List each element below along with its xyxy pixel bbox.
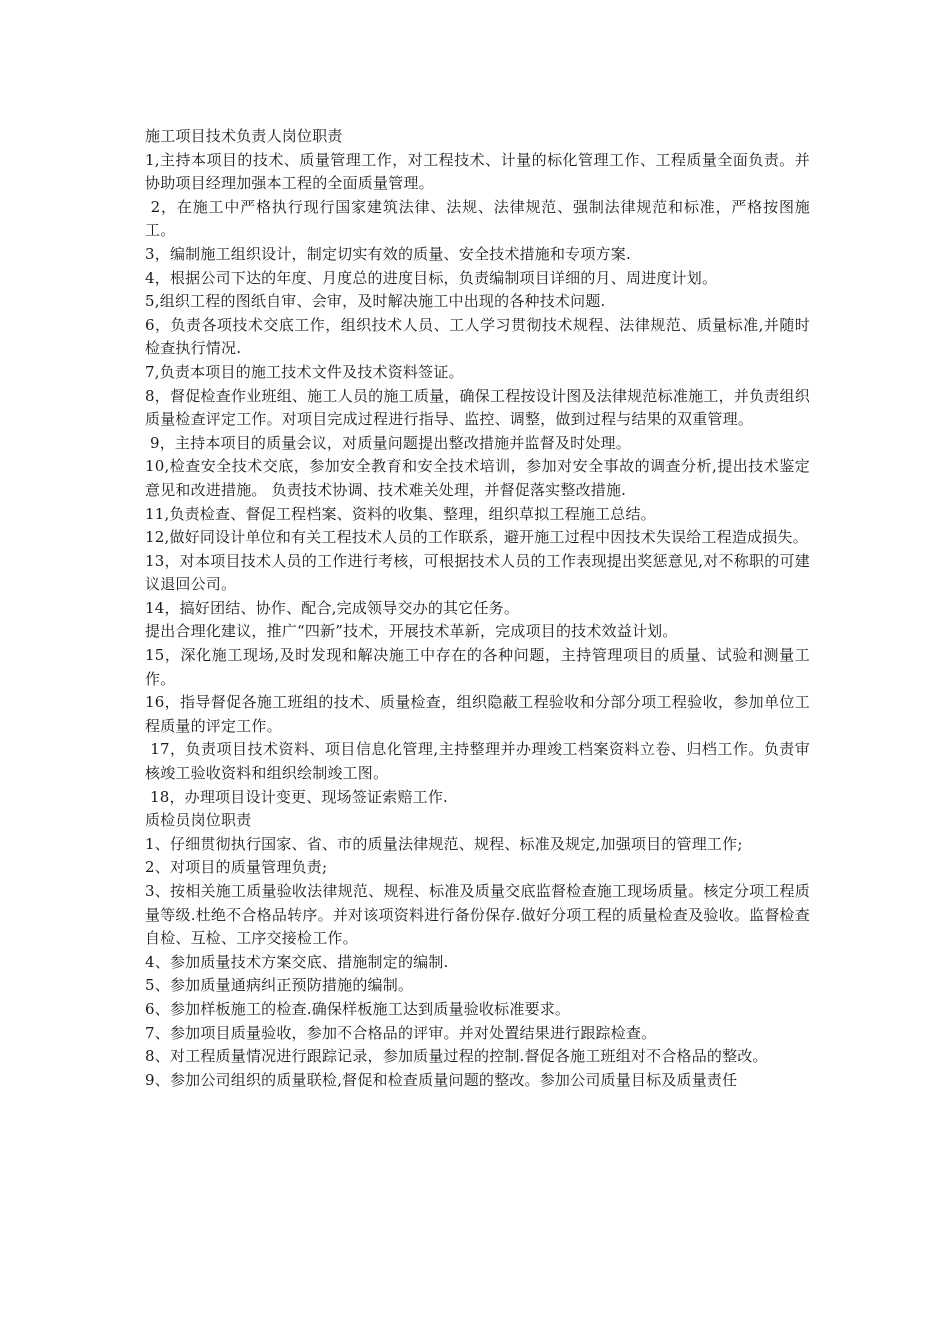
- qc-duty-item-6: 6、参加样板施工的检查.确保样板施工达到质量验收标准要求。: [145, 999, 571, 1018]
- duty-item-8: 8，督促检查作业班组、施工人员的施工质量，确保工程按设计图及法律规范标准施工，并负责组织质量检查评定工作。对项目完成过程进行指导、监控、调整，做到过程与结果的双重管理。: [145, 386, 810, 429]
- duty-item-11: 11,负责检查、督促工程档案、资料的收集、整理，组织草拟工程施工总结。: [145, 504, 656, 523]
- duty-item-3: 3，编制施工组织设计，制定切实有效的质量、安全技术措施和专项方案.: [145, 244, 631, 263]
- qc-duty-item-9: 9、参加公司组织的质量联检,督促和检查质量问题的整改。参加公司质量目标及质量责任: [145, 1070, 738, 1089]
- duty-item-13: 13，对本项目技术人员的工作进行考核，可根据技术人员的工作表现提出奖惩意见,对不称职的可建议退回公司。: [145, 551, 810, 594]
- duty-item-innovation: 提出合理化建议，推广“四新”技术，开展技术革新，完成项目的技术效益计划。: [145, 622, 678, 641]
- duty-item-7: 7,负责本项目的施工技术文件及技术资料签证。: [145, 362, 464, 381]
- duty-item-2: 2，在施工中严格执行现行国家建筑法律、法规、法律规范、强制法律规范和标准，严格按图施工。: [145, 197, 811, 240]
- qc-duty-item-7: 7、参加项目质量验收，参加不合格品的评审。并对处置结果进行跟踪检查。: [145, 1023, 657, 1042]
- duty-item-16: 16，指导督促各施工班组的技术、质量检查，组织隐蔽工程验收和分部分项工程验收，参加单位工程质量的评定工作。: [145, 693, 810, 735]
- duty-item-9: 9，主持本项目的质量会议，对质量问题提出整改措施并监督及时处理。: [145, 433, 631, 452]
- qc-duty-item-4: 4、参加质量技术方案交底、措施制定的编制.: [145, 952, 449, 971]
- duty-item-17: 17，负责项目技术资料、项目信息化管理,主持整理并办理竣工档案资料立卷、归档工作。负责审核竣工验收资料和组织绘制竣工图。: [145, 740, 810, 783]
- duty-item-14: 14，搞好团结、协作、配合,完成领导交办的其它任务。: [145, 598, 520, 617]
- qc-duty-item-3: 3、按相关施工质量验收法律规范、规程、标准及质量交底监督检查施工现场质量。核定分项工程质量等级.杜绝不合格品转序。并对该项资料进行备份保存.做好分项工程的质量检查及验收。监督检查自检、互检、工序交接检工作。: [145, 882, 810, 948]
- section-title-quality-inspector: 质检员岗位职责: [145, 811, 252, 830]
- duty-item-1: 1,主持本项目的技术、质量管理工作，对工程技术、计量的标化管理工作、工程质量全面负责。并协助项目经理加强本工程的全面质量管理。: [145, 150, 810, 193]
- duty-item-10: 10,检查安全技术交底，参加安全教育和安全技术培训，参加对安全事故的调查分析,提出技术鉴定意见和改进措施。 负责技术协调、技术难关处理，并督促落实整改措施.: [145, 457, 810, 499]
- document-page: [145, 125, 810, 1092]
- duty-item-18: 18，办理项目设计变更、现场签证索赔工作.: [145, 787, 449, 806]
- duty-item-12: 12,做好同设计单位和有关工程技术人员的工作联系，避开施工过程中因技术失误给工程造成损失。: [145, 528, 808, 547]
- qc-duty-item-5: 5、参加质量通病纠正预防措施的编制。: [145, 976, 414, 995]
- qc-duty-item-2: 2、对项目的质量管理负责;: [145, 858, 328, 877]
- duty-item-4: 4，根据公司下达的年度、月度总的进度目标，负责编制项目详细的月、周进度计划。: [145, 268, 718, 287]
- qc-duty-item-1: 1、仔细贯彻执行国家、省、市的质量法律规范、规程、标准及规定,加强项目的管理工作;: [145, 834, 743, 853]
- duty-item-15: 15，深化施工现场,及时发现和解决施工中存在的各种问题，主持管理项目的质量、试验和测量工作。: [145, 646, 810, 688]
- section-title-technical-lead: 施工项目技术负责人岗位职责: [145, 127, 343, 145]
- qc-duty-item-8: 8、对工程质量情况进行跟踪记录，参加质量过程的控制.督促各施工班组对不合格品的整改。: [145, 1047, 768, 1066]
- duty-item-6: 6，负责各项技术交底工作，组织技术人员、工人学习贯彻技术规程、法律规范、质量标准,并随时检查执行情况.: [145, 315, 810, 358]
- duty-item-5: 5,组织工程的图纸自审、会审，及时解决施工中出现的各种技术问题.: [145, 292, 606, 311]
